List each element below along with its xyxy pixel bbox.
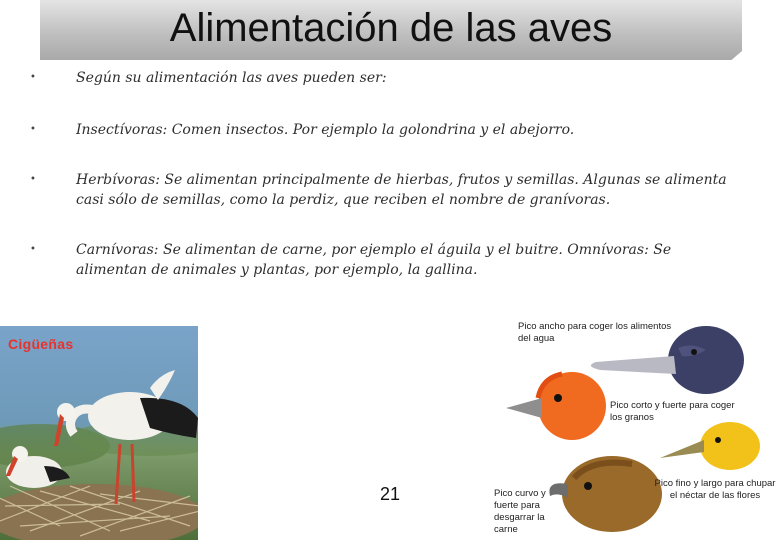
bullet-text: Herbívoras: Se alimentan principalmente de hierbas, frutos y semillas. Algunas se alimenta casi sólo de semillas, como la perdiz, que reciben el nombre de granívoras. xyxy=(76,172,727,208)
bullet-marker: • xyxy=(30,124,36,135)
page-number: 21 xyxy=(379,484,401,504)
bullet-text: Según su alimentación las aves pueden ser: xyxy=(76,70,387,86)
beak-diagram xyxy=(492,318,780,540)
bullet-marker: • xyxy=(30,174,36,185)
bullet-text: Insectívoras: Comen insectos. Por ejemplo la golondrina y el abejorro. xyxy=(76,122,575,138)
photo-label: Cigüeñas xyxy=(8,336,74,352)
bullet-marker: • xyxy=(30,244,36,255)
storks-photo xyxy=(0,326,198,540)
slide-title: Alimentación de las aves xyxy=(169,6,613,50)
bullet-text: Carnívoras: Se alimentan de carne, por ejemplo el águila y el buitre. Omnívoras: Se alimentan de animales y plantas, por ejemplo, la gallina. xyxy=(76,242,672,278)
beak-label-duck: Pico ancho para coger los alimentos del agua xyxy=(518,321,672,344)
beak-label-raptor: Pico curvo y fuerte para desgarrar la carne xyxy=(494,488,546,535)
storks-illustration xyxy=(0,326,198,540)
beak-label-seed: Pico corto y fuerte para coger los granos xyxy=(610,400,735,423)
beak-label-nectar: Pico fino y largo para chupar el néctar de las flores xyxy=(654,478,776,501)
bullet-marker: • xyxy=(30,72,36,83)
